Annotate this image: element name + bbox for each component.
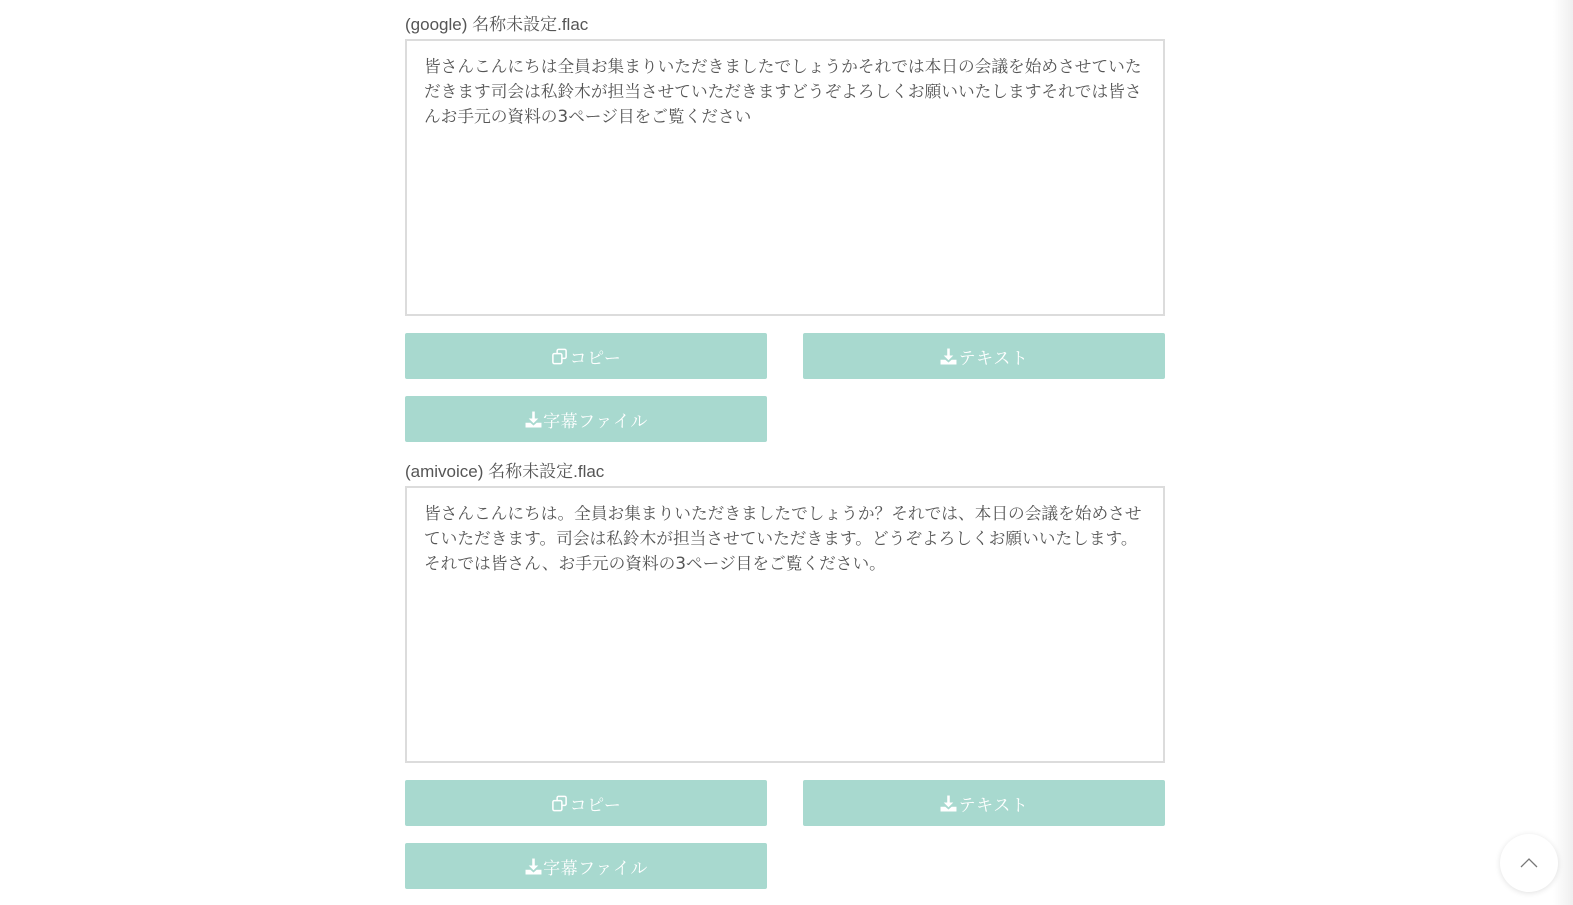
download-subtitle-button[interactable] (405, 396, 767, 442)
transcript-textarea[interactable] (405, 39, 1165, 316)
download-icon (524, 410, 542, 428)
button-row (405, 396, 1165, 442)
download-text-button[interactable] (803, 780, 1165, 826)
download-text-button[interactable] (803, 333, 1165, 379)
engine-file-label: (amivoice) 名称未設定.flac (405, 462, 605, 481)
transcript-textarea[interactable] (405, 486, 1165, 763)
download-icon (940, 347, 958, 365)
result-google (405, 14, 1165, 442)
copy-button-label: コピー (569, 348, 622, 368)
scroll-to-top-button[interactable] (1500, 834, 1558, 892)
chevron-up-icon (1519, 853, 1539, 873)
download-icon (524, 857, 542, 875)
copy-button-label: コピー (569, 795, 622, 815)
copy-button[interactable] (405, 780, 767, 826)
download-text-button-label: テキスト (958, 795, 1029, 815)
engine-file-label: (google) 名称未設定.flac (405, 15, 589, 34)
results-container (405, 14, 1165, 889)
button-row (405, 333, 1165, 379)
copy-icon (551, 347, 569, 365)
download-icon (940, 794, 958, 812)
download-subtitle-button[interactable] (405, 843, 767, 889)
download-subtitle-button-label: 字幕ファイル (543, 411, 648, 431)
button-row (405, 780, 1165, 826)
copy-button[interactable] (405, 333, 767, 379)
download-text-button-label: テキスト (958, 348, 1029, 368)
result-amivoice (405, 461, 1165, 889)
scrollbar-shade (1553, 0, 1573, 905)
button-row (405, 843, 1165, 889)
download-subtitle-button-label: 字幕ファイル (543, 858, 648, 878)
copy-icon (551, 794, 569, 812)
